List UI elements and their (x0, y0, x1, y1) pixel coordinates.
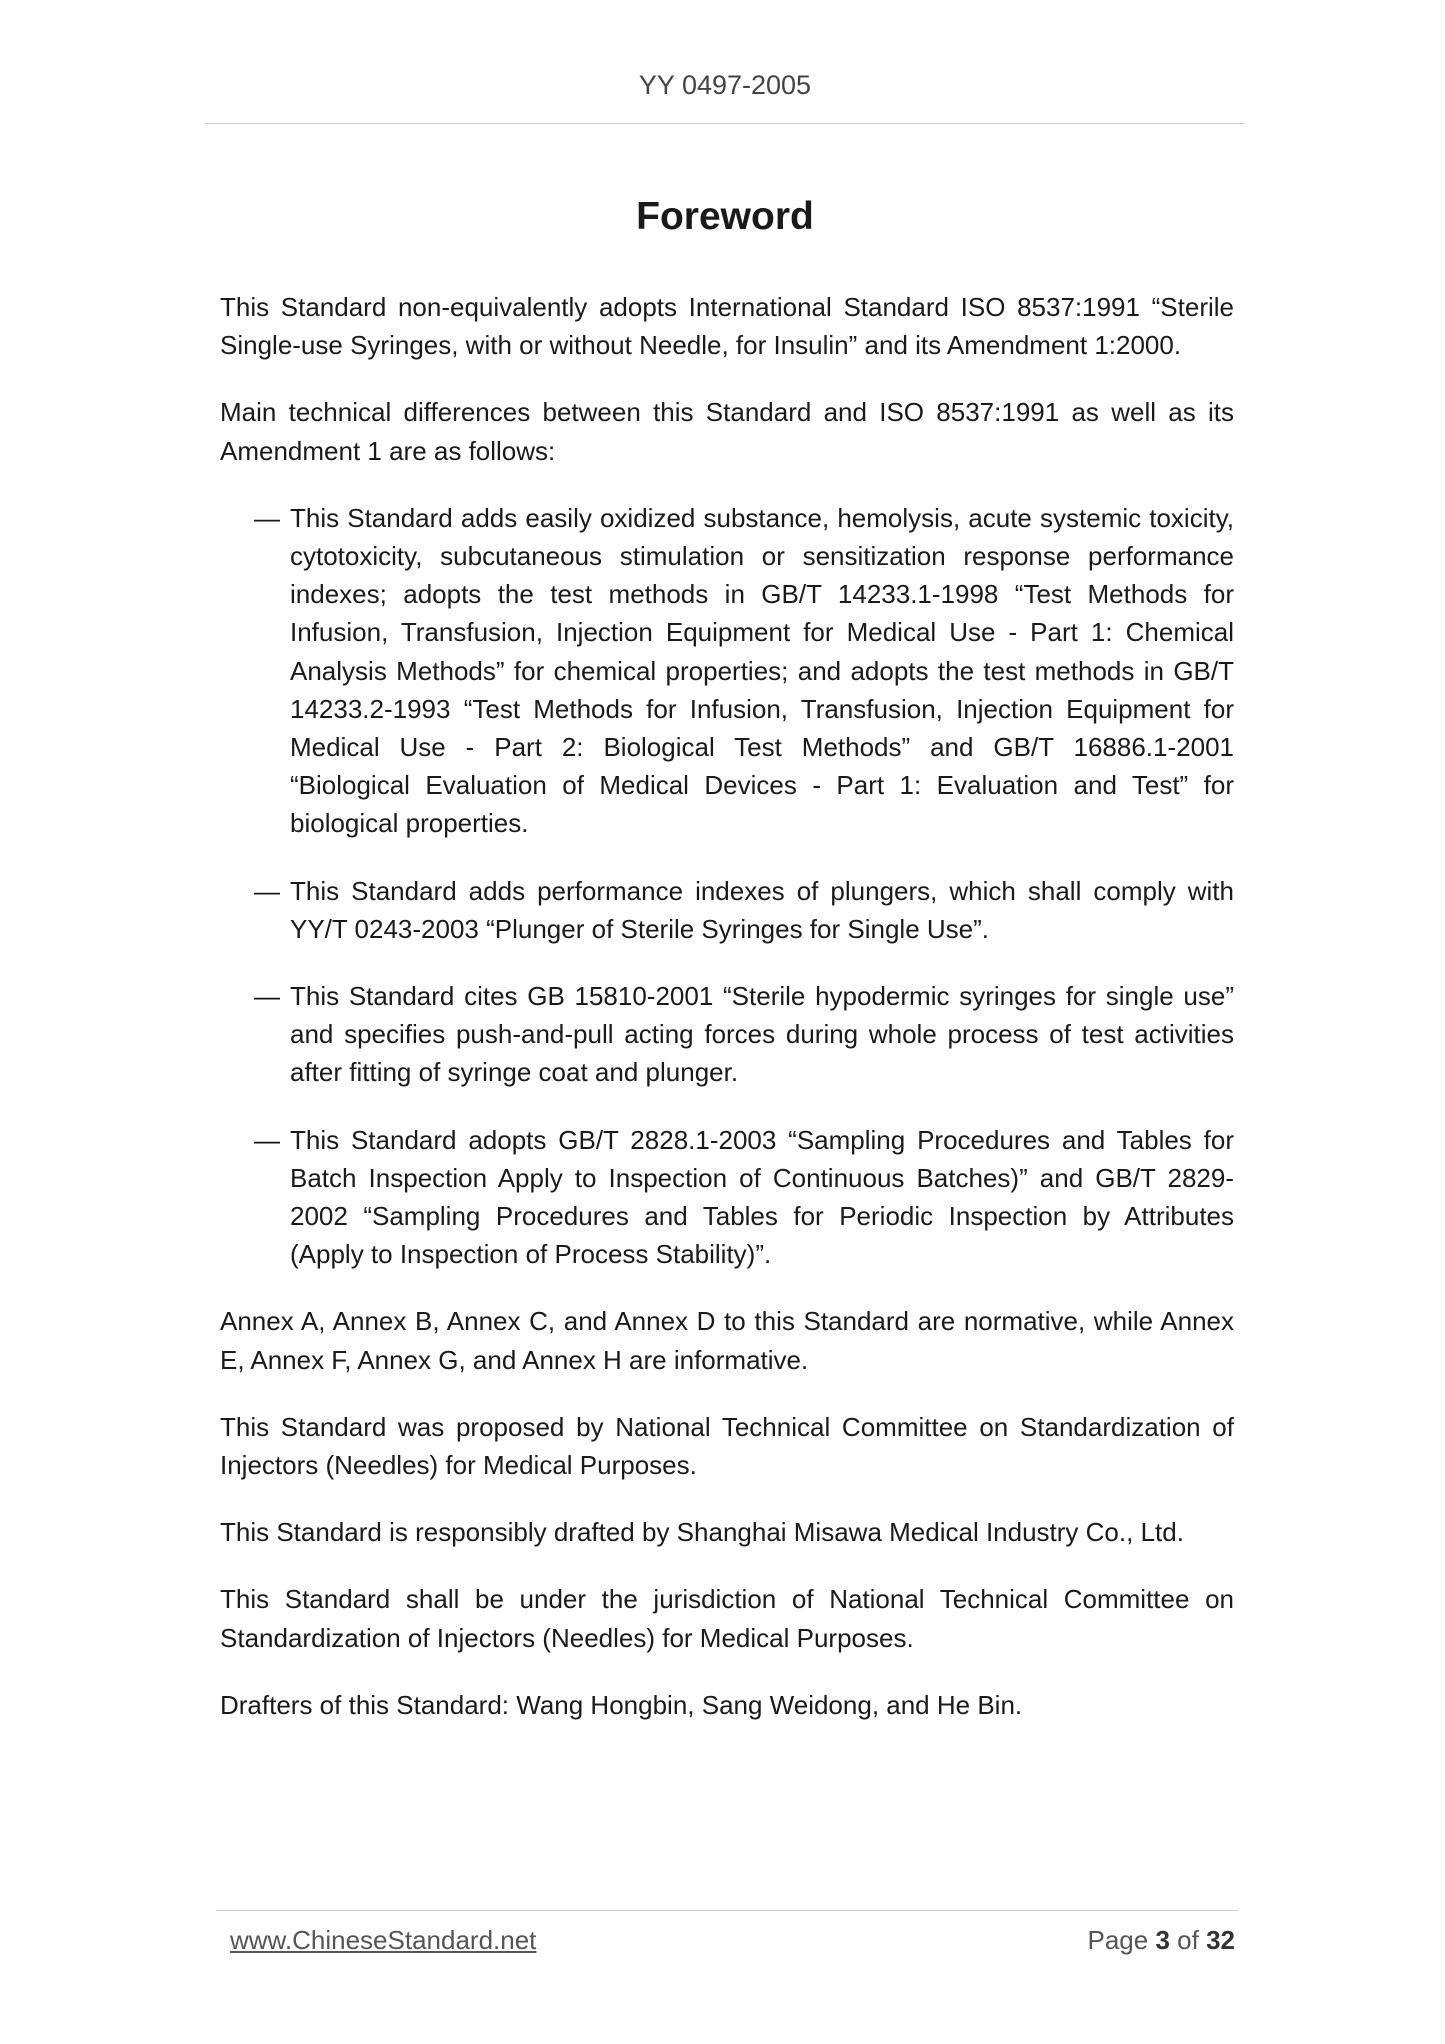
total-pages: 32 (1206, 1925, 1235, 1955)
document-body (220, 288, 1234, 1753)
intro-paragraph: This Standard non-equivalently adopts International Standard ISO 8537:1991 “Sterile Single-use Syringes, with or without Needle, for Insulin” and its Amendment 1:2000. (220, 292, 1234, 361)
body-paragraph: This Standard shall be under the jurisdiction of National Technical Committee on Standardization of Injectors (Needles) for Medical Purposes. (220, 1584, 1234, 1653)
footer-divider (216, 1910, 1238, 1911)
difference-list-item (220, 1121, 1234, 1274)
dash-bullet: — (254, 875, 280, 906)
drafters-paragraph: Drafters of this Standard: Wang Hongbin, Sang Weidong, and He Bin. (220, 1689, 1023, 1720)
dash-bullet: — (254, 502, 280, 533)
difference-list-item (220, 872, 1234, 948)
body-paragraph: This Standard is responsibly drafted by Shanghai Misawa Medical Industry Co., Ltd. (220, 1517, 1184, 1548)
intro-paragraph: Main technical differences between this Standard and ISO 8537:1991 as well as its Amendment 1 are as follows: (220, 397, 1234, 466)
header-divider (205, 123, 1245, 124)
website-link[interactable]: www.ChineseStandard.net (230, 1925, 537, 1955)
dash-bullet: — (254, 1124, 280, 1155)
list-item-text: This Standard cites GB 15810-2001 “Sterile hypodermic syringes for single use” and specifies push-and-pull acting forces during whole process of test activities after fitting of syringe coat and plunger. (290, 981, 1234, 1088)
difference-list-item (220, 977, 1234, 1092)
page-label: Page (1087, 1925, 1149, 1955)
body-paragraph: This Standard was proposed by National Technical Committee on Standardization of Injectors (Needles) for Medical Purposes. (220, 1411, 1234, 1481)
body-paragraph: Annex A, Annex B, Annex C, and Annex D to this Standard are normative, while Annex E, Annex F, Annex G, and Annex H are informative. (220, 1306, 1234, 1375)
list-item-text: This Standard adds easily oxidized substance, hemolysis, acute systemic toxicity, cytotoxicity, subcutaneous stimulation or sensitization response performance indexes; adopts the test methods in GB/T 14233.1-1998 “Test Methods for Infusion, Transfusion, Injection Equipment for Medical Use - Part 1: Chemical Analysis Methods” for chemical properties; and adopts the test methods in GB/T 14233.2-1993 “Test Methods for Infusion, Transfusion, Injection Equipment for Medical Use - Part 2: Biological Test Methods” and GB/T 16886.1-2001 “Biological Evaluation of Medical Devices - Part 1: Evaluation and Test” for biological properties. (290, 502, 1234, 839)
page-of-label: of (1177, 1925, 1199, 1955)
list-item-text: This Standard adds performance indexes of plungers, which shall comply with YY/T 0243-2003 “Plunger of Sterile Syringes for Single Use”. (290, 875, 1234, 944)
difference-list-item (220, 499, 1234, 843)
list-item-text: This Standard adopts GB/T 2828.1-2003 “Sampling Procedures and Tables for Batch Inspection Apply to Inspection of Continuous Batches)” and GB/T 2829-2002 “Sampling Procedures and Tables for Periodic Inspection by Attributes (Apply to Inspection of Process Stability)”. (290, 1124, 1234, 1270)
current-page: 3 (1155, 1925, 1170, 1955)
page-number (1087, 1925, 1235, 1956)
document-code-header: YY 0497-2005 (638, 70, 812, 100)
page-title: Foreword (636, 195, 814, 238)
dash-bullet: — (254, 981, 280, 1012)
